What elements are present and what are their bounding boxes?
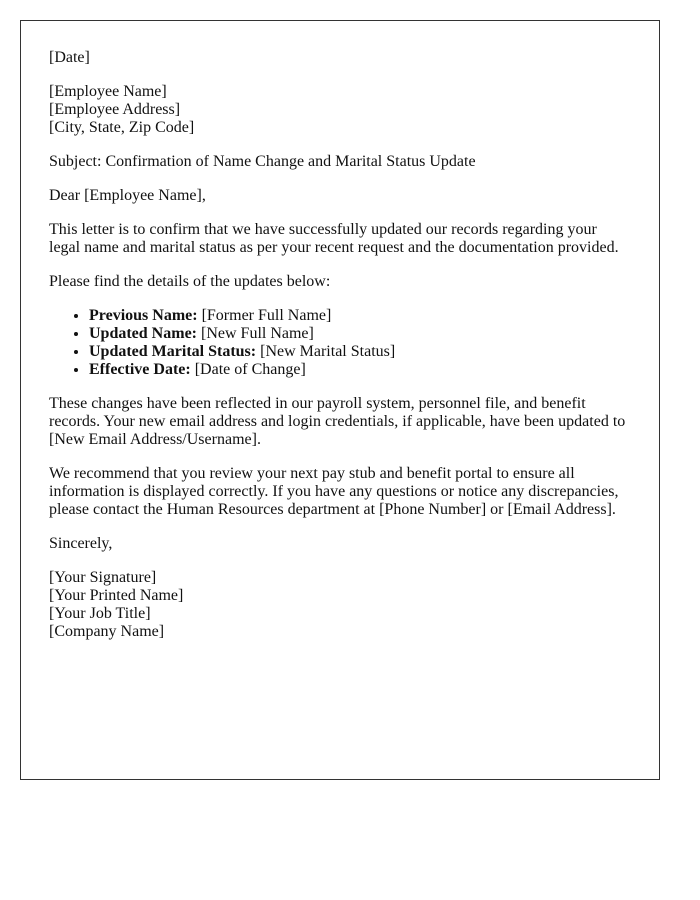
letter-subject: Subject: Confirmation of Name Change and Marital Status Update [49, 153, 476, 170]
detail-updated-name [89, 325, 631, 343]
letter-date: [Date] [49, 49, 90, 66]
detail-previous-name [89, 307, 631, 325]
detail-label: Updated Name: [89, 325, 197, 342]
recipient-address: [Employee Address] [49, 101, 181, 118]
detail-effective-date [89, 361, 631, 379]
letter-page [20, 20, 660, 780]
job-title: [Your Job Title] [49, 605, 151, 622]
recipient-name: [Employee Name] [49, 83, 167, 100]
letter-salutation: Dear [Employee Name], [49, 187, 206, 204]
detail-label: Previous Name: [89, 307, 198, 324]
details-intro: Please find the details of the updates below: [49, 273, 331, 290]
detail-value: [Former Full Name] [197, 307, 332, 324]
signature-line: [Your Signature] [49, 569, 157, 586]
details-list [49, 307, 631, 379]
signature-block [49, 569, 631, 641]
recipient-city-state-zip: [City, State, Zip Code] [49, 119, 195, 136]
detail-label: Updated Marital Status: [89, 343, 257, 360]
detail-marital-status [89, 343, 631, 361]
detail-label: Effective Date: [89, 361, 191, 378]
company-name: [Company Name] [49, 623, 165, 640]
letter-intro: This letter is to confirm that we have successfully updated our records regarding your legal name and marital status as per your recent request and the documentation provided. [49, 221, 619, 256]
letter-closing: Sincerely, [49, 535, 113, 552]
recipient-block [49, 83, 631, 137]
changes-paragraph: These changes have been reflected in our payroll system, personnel file, and benefit records. Your new email address and login credentials, if applicable, have been updated to [New Email Address/Username]. [49, 395, 626, 448]
recommend-paragraph: We recommend that you review your next pay stub and benefit portal to ensure all information is displayed correctly. If you have any questions or notice any discrepancies, please contact the Human Resources department at [Phone Number] or [Email Address]. [49, 465, 619, 518]
printed-name: [Your Printed Name] [49, 587, 184, 604]
detail-value: [New Full Name] [197, 325, 314, 342]
detail-value: [New Marital Status] [256, 343, 396, 360]
detail-value: [Date of Change] [190, 361, 306, 378]
